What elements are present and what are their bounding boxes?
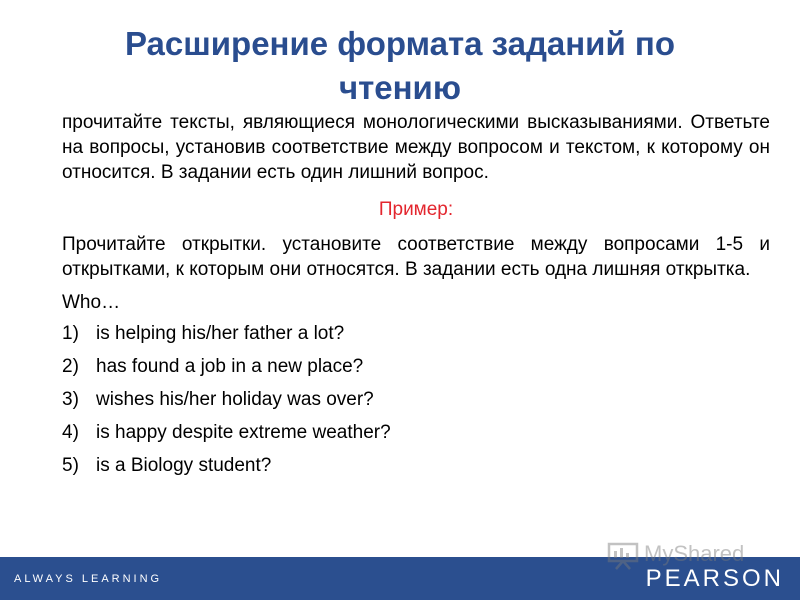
- slide-title: Расширение формата заданий по чтению: [124, 25, 676, 106]
- footer-tagline: ALWAYS LEARNING: [14, 573, 163, 585]
- question-item: [62, 387, 770, 412]
- intro-paragraph: прочитайте тексты, являющиеся монологическими высказываниями. Ответьте на вопросы, установив соответствие между вопросом и текстом, к которому он относится. В задании есть один лишний вопрос.: [62, 112, 770, 183]
- question-number: 5): [62, 455, 79, 476]
- question-number: 1): [62, 323, 79, 344]
- task-paragraph: Прочитайте открытки. установите соответствие между вопросами 1-5 и открытками, к которым они относятся. В задании есть одна лишняя открытка.: [62, 234, 770, 280]
- question-item: [62, 321, 770, 346]
- question-text: wishes his/her holiday was over?: [96, 389, 374, 410]
- question-number: 3): [62, 389, 79, 410]
- question-text: is helping his/her father a lot?: [96, 323, 345, 344]
- question-list: [62, 321, 770, 478]
- question-item: [62, 354, 770, 379]
- question-item: [62, 453, 770, 478]
- example-label: Пример:: [378, 199, 454, 220]
- question-text: has found a job in a new place?: [96, 356, 364, 377]
- question-number: 2): [62, 356, 79, 377]
- question-text: is happy despite extreme weather?: [96, 422, 391, 443]
- who-label: Who…: [62, 292, 121, 313]
- brand-logo: PEARSON: [645, 565, 784, 592]
- presentation-board-icon: [606, 542, 640, 570]
- watermark: [606, 536, 766, 576]
- watermark-text: MyShared: [644, 541, 745, 566]
- question-text: is a Biology student?: [96, 455, 272, 476]
- question-number: 4): [62, 422, 79, 443]
- question-item: [62, 420, 770, 445]
- slide-content: [62, 110, 770, 486]
